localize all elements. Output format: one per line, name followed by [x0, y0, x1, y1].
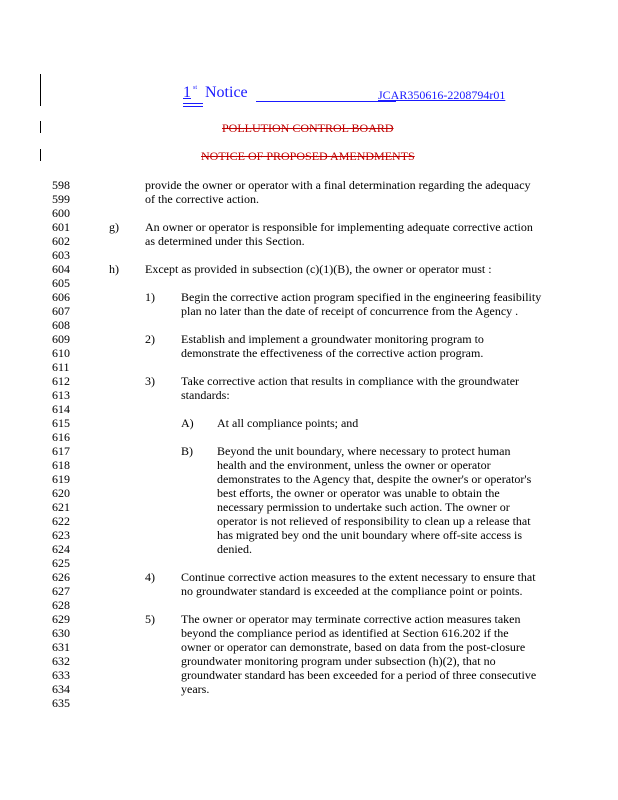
text-line-619: demonstrates to the Agency that, despite the owner's or operator's [217, 472, 532, 486]
line-number: 602 [52, 234, 70, 248]
text-line-624: denied. [217, 542, 252, 556]
text-line-618: health and the environment, unless the owner or operator [217, 458, 491, 472]
text-line-598: provide the owner or operator with a final determination regarding the adequacy [145, 178, 531, 192]
text-line-617: Beyond the unit boundary, where necessary to protect human [217, 444, 511, 458]
change-bar-2 [40, 121, 41, 133]
line-number: 601 [52, 220, 70, 234]
notice-double-underline-top [183, 103, 203, 104]
line-number: 620 [52, 486, 70, 500]
line-number: 605 [52, 276, 70, 290]
text-line-601: An owner or operator is responsible for implementing adequate corrective action [145, 220, 533, 234]
text-line-621: necessary permission to undertake such action. The owner or [217, 500, 510, 514]
text-line-613: standards: [181, 388, 230, 402]
change-bar-3 [40, 149, 41, 161]
text-line-620: best efforts, the owner or operator was unable to obtain the [217, 486, 500, 500]
marker-h4: 4) [145, 570, 155, 584]
line-number: 611 [52, 360, 70, 374]
marker-B: B) [181, 444, 193, 458]
line-number: 633 [52, 668, 70, 682]
line-number: 635 [52, 696, 70, 710]
line-number: 625 [52, 556, 70, 570]
notice-header [183, 82, 523, 110]
line-number: 619 [52, 472, 70, 486]
line-number: 618 [52, 458, 70, 472]
marker-h: h) [109, 262, 119, 276]
text-line-604: Except as provided in subsection (c)(1)(B), the owner or operator must : [145, 262, 492, 276]
line-number: 610 [52, 346, 70, 360]
line-number: 624 [52, 542, 70, 556]
text-line-612: Take corrective action that results in compliance with the groundwater [181, 374, 520, 388]
line-number: 628 [52, 598, 70, 612]
text-line-615: At all compliance points; and [217, 416, 359, 430]
marker-g: g) [109, 220, 119, 234]
text-line-629: The owner or operator may terminate corrective action measures taken [181, 612, 521, 626]
marker-h1: 1) [145, 290, 155, 304]
line-number: 599 [52, 192, 70, 206]
line-number: 630 [52, 626, 70, 640]
line-number: 632 [52, 654, 70, 668]
line-number: 622 [52, 514, 70, 528]
text-line-632: groundwater monitoring program under subsection (h)(2), that no [181, 654, 496, 668]
marker-h3: 3) [145, 374, 155, 388]
text-line-630: beyond the compliance period as identified at Section 616.202 if the [181, 626, 509, 640]
notice-double-underline-bottom [183, 106, 203, 107]
line-number: 626 [52, 570, 70, 584]
text-line-634: years. [181, 682, 210, 696]
text-line-607: plan no later than the date of receipt of concurrence from the Agency . [181, 304, 519, 318]
text-line-626: Continue corrective action measures to the extent necessary to ensure that [181, 570, 536, 584]
line-number: 598 [52, 178, 70, 192]
proposed-amendments-heading: NOTICE OF PROPOSED AMENDMENTS [201, 149, 415, 163]
text-line-606: Begin the corrective action program specified in the engineering feasibility [181, 290, 542, 304]
line-number: 604 [52, 262, 70, 276]
text-line-609: Establish and implement a groundwater monitoring program to [181, 332, 484, 346]
text-line-631: owner or operator can demonstrate, based on data from the post-closure [181, 640, 526, 654]
line-number: 607 [52, 304, 70, 318]
notice-label: Notice [205, 84, 248, 101]
marker-h5: 5) [145, 612, 155, 626]
text-line-633: groundwater standard has been exceeded for a period of three consecutive [181, 668, 537, 682]
text-line-622: operator is not relieved of responsibility to clean up a release that [217, 514, 531, 528]
line-number: 627 [52, 584, 70, 598]
text-line-599: of the corrective action. [145, 192, 259, 206]
line-number: 616 [52, 430, 70, 444]
notice-superscript: st [193, 85, 198, 91]
text-line-610: demonstrate the effectiveness of the corrective action program. [181, 346, 484, 360]
line-number: 603 [52, 248, 70, 262]
marker-A: A) [181, 416, 194, 430]
jcar-identifier: JCAR350616-2208794r01 [378, 88, 506, 102]
text-line-627: no groundwater standard is exceeded at the compliance point or points. [181, 584, 523, 598]
marker-h2: 2) [145, 332, 155, 346]
line-number: 615 [52, 416, 70, 430]
line-number: 621 [52, 500, 70, 514]
notice-number: 1 [183, 84, 191, 101]
line-number: 613 [52, 388, 70, 402]
line-number: 631 [52, 640, 70, 654]
text-line-602: as determined under this Section. [145, 234, 305, 248]
text-line-623: has migrated bey ond the unit boundary where off-site access is [217, 528, 523, 542]
line-number: 600 [52, 206, 70, 220]
line-number: 629 [52, 612, 70, 626]
line-number: 606 [52, 290, 70, 304]
line-number: 614 [52, 402, 70, 416]
line-number: 634 [52, 682, 70, 696]
line-number: 608 [52, 318, 70, 332]
line-number: 623 [52, 528, 70, 542]
line-number: 609 [52, 332, 70, 346]
notice-fill-line [256, 101, 396, 102]
line-number: 612 [52, 374, 70, 388]
change-bar-1 [40, 74, 41, 106]
board-heading: POLLUTION CONTROL BOARD [222, 121, 394, 135]
line-number: 617 [52, 444, 70, 458]
